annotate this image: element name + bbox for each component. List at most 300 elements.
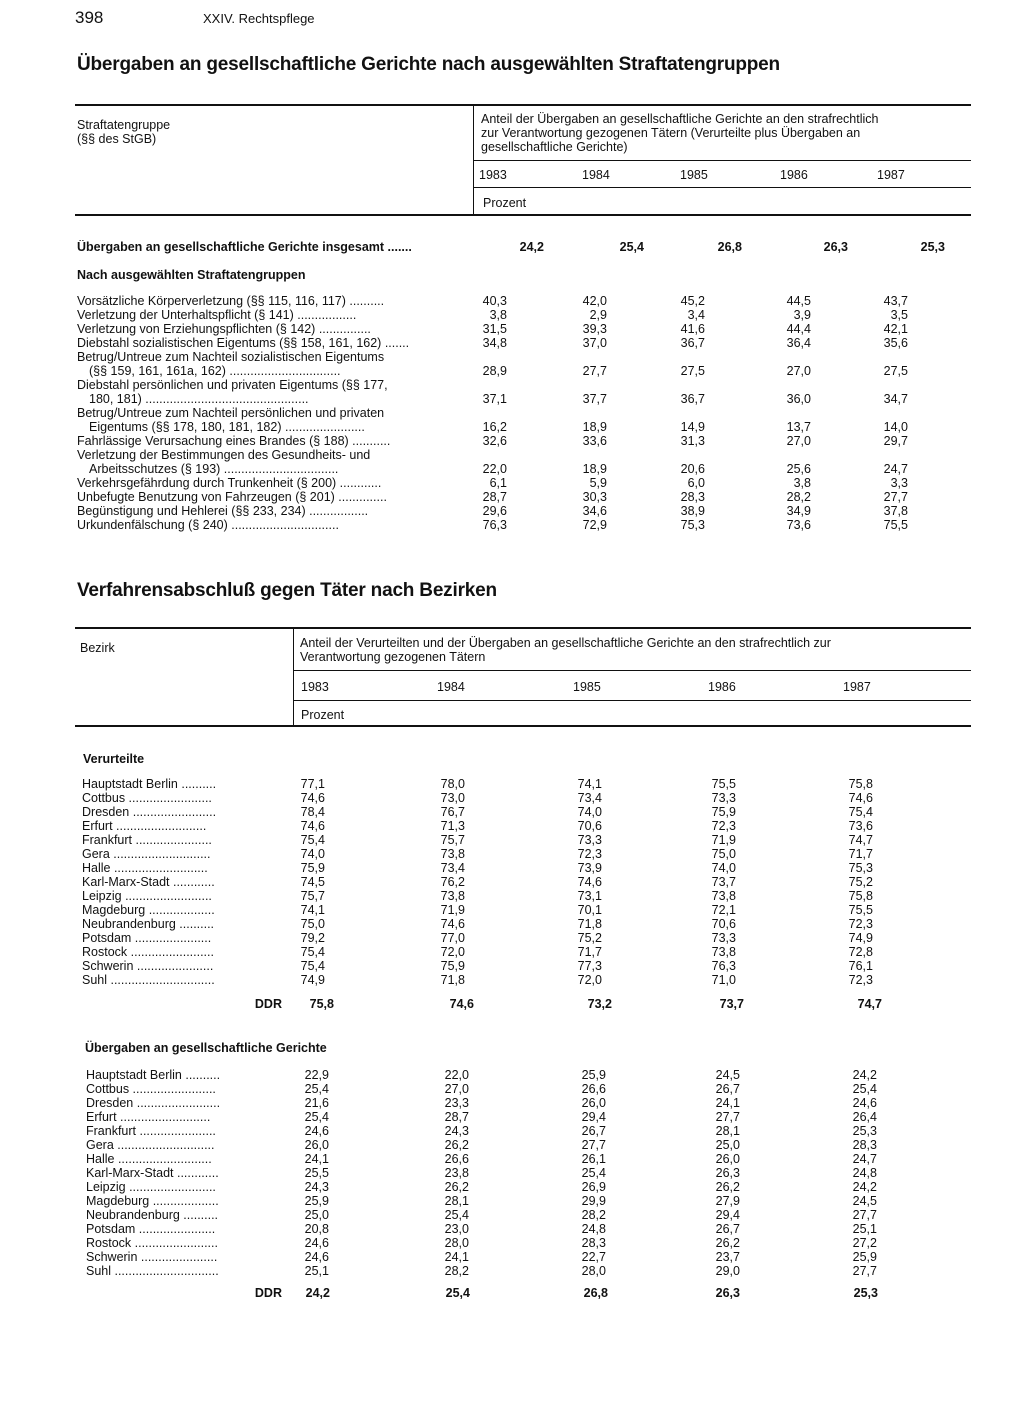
table1-header-line3: gesellschaftliche Gerichte) (481, 140, 628, 154)
cell-1987: 3,3 (890, 476, 908, 490)
table1-stub-line2: (§§ des StGB) (77, 132, 157, 146)
cell-1983: 75,9 (300, 861, 325, 875)
cell-1986: 26,3 (715, 1286, 740, 1300)
table1-row (77, 294, 997, 308)
cell-1985: 71,7 (577, 945, 602, 959)
table2-header-line2: Verantwortung gezogenen Tätern (300, 650, 486, 664)
cell-1987: 75,3 (848, 861, 873, 875)
cell-1987: 28,3 (852, 1138, 877, 1152)
cell-1985: 28,2 (581, 1208, 606, 1222)
table2-unit: Prozent (301, 708, 345, 722)
cell-1983: 21,6 (304, 1096, 329, 1110)
cell-1985: 72,0 (577, 973, 602, 987)
cell-1987: 24,5 (852, 1194, 877, 1208)
table2-section1-heading: Verurteilte (83, 752, 145, 766)
cell-1984: 76,2 (440, 875, 465, 889)
year-header: 1987 (877, 168, 905, 182)
cell-1983: 74,6 (300, 791, 325, 805)
cell-1983: 78,4 (300, 805, 325, 819)
cell-1985: 70,6 (577, 819, 602, 833)
cell-1985: 24,8 (581, 1222, 606, 1236)
table1-subheading: Nach ausgewählten Straftatengruppen (77, 268, 306, 282)
cell-1983: 28,9 (482, 364, 507, 378)
cell-1983: 26,0 (304, 1138, 329, 1152)
cell-1985: 73,1 (577, 889, 602, 903)
cell-1987: 73,6 (848, 819, 873, 833)
cell-1985: 27,7 (581, 1138, 606, 1152)
table2-uebergaben-total-row (82, 1286, 1002, 1300)
table2-verurteilte-row (82, 847, 1002, 861)
cell-1987: 25,1 (852, 1222, 877, 1236)
cell-1985: 72,3 (577, 847, 602, 861)
table1-header-bottom-rule (75, 214, 971, 216)
row-label: Neubrandenburg .......... (82, 917, 215, 931)
table1-total-1983: 24,2 (519, 240, 544, 254)
table2-uebergaben-row (86, 1180, 1006, 1194)
row-label: Erfurt .......................... (86, 1110, 211, 1124)
cell-1985: 73,3 (577, 833, 602, 847)
cell-1984: 74,6 (449, 997, 474, 1011)
cell-1987: 24,6 (852, 1096, 877, 1110)
cell-1985: 74,6 (577, 875, 602, 889)
cell-1986: 24,1 (715, 1096, 740, 1110)
cell-1985: 45,2 (680, 294, 705, 308)
cell-1986: 27,0 (786, 434, 811, 448)
table2-uebergaben-row (86, 1152, 1006, 1166)
year-header: 1983 (479, 168, 507, 182)
cell-1983: 74,9 (300, 973, 325, 987)
cell-1985: 70,1 (577, 903, 602, 917)
cell-1986: 71,9 (711, 833, 736, 847)
cell-1984: 73,0 (440, 791, 465, 805)
cell-1983: 16,2 (482, 420, 507, 434)
row-label: Suhl .............................. (86, 1264, 219, 1278)
row-label: Schwerin ...................... (86, 1250, 218, 1264)
cell-1984: 73,4 (440, 861, 465, 875)
cell-1986: 73,3 (711, 931, 736, 945)
cell-1983: 24,6 (304, 1236, 329, 1250)
cell-1984: 76,7 (440, 805, 465, 819)
year-header: 1984 (582, 168, 610, 182)
cell-1986: 26,7 (715, 1082, 740, 1096)
cell-1985: 74,1 (577, 777, 602, 791)
cell-1985: 26,9 (581, 1180, 606, 1194)
cell-1983: 25,9 (304, 1194, 329, 1208)
cell-1985: 73,9 (577, 861, 602, 875)
cell-1987: 27,7 (883, 490, 908, 504)
cell-1983: 22,9 (304, 1068, 329, 1082)
cell-1985: 73,4 (577, 791, 602, 805)
cell-1986: 73,6 (786, 518, 811, 532)
cell-1987: 75,2 (848, 875, 873, 889)
table1-row (77, 322, 997, 336)
row-label: Eigentums (§§ 178, 180, 181, 182) ....................... (89, 420, 365, 434)
cell-1986: 75,9 (711, 805, 736, 819)
cell-1985: 31,3 (680, 434, 705, 448)
table1-total-1986: 26,3 (823, 240, 848, 254)
row-label: Halle ........................... (86, 1152, 212, 1166)
cell-1983: 28,7 (482, 490, 507, 504)
year-header: 1987 (843, 680, 871, 694)
row-label: Dresden ........................ (82, 805, 217, 819)
cell-1984: 26,2 (444, 1180, 469, 1194)
row-label: Betrug/Untreue zum Nachteil sozialistischen Eigentums (77, 350, 385, 364)
cell-1986: 73,7 (719, 997, 744, 1011)
cell-1984: 2,9 (589, 308, 607, 322)
cell-1985: 75,3 (680, 518, 705, 532)
cell-1985: 28,3 (680, 490, 705, 504)
year-header: 1985 (680, 168, 708, 182)
table2-uebergaben-row (86, 1236, 1006, 1250)
cell-1985: 26,7 (581, 1124, 606, 1138)
cell-1983: 25,4 (304, 1110, 329, 1124)
table2-verurteilte-row (82, 777, 1002, 791)
cell-1987: 3,5 (890, 308, 908, 322)
table2-verurteilte-row (82, 791, 1002, 805)
cell-1984: 23,3 (444, 1096, 469, 1110)
cell-1985: 75,2 (577, 931, 602, 945)
table1-row (77, 434, 997, 448)
table1-row (77, 420, 997, 434)
cell-1984: 39,3 (582, 322, 607, 336)
row-label: Erfurt .......................... (82, 819, 207, 833)
cell-1985: 3,4 (687, 308, 705, 322)
table2-header-divider (293, 629, 294, 727)
cell-1984: 42,0 (582, 294, 607, 308)
year-header: 1985 (573, 680, 601, 694)
row-label: Verletzung von Erziehungspflichten (§ 142) ............... (77, 322, 371, 336)
row-label: Fahrlässige Verursachung eines Brandes (§ 188) ........... (77, 434, 391, 448)
cell-1986: 36,4 (786, 336, 811, 350)
cell-1986: 25,6 (786, 462, 811, 476)
cell-1987: 24,8 (852, 1166, 877, 1180)
cell-1985: 29,9 (581, 1194, 606, 1208)
cell-1983: 29,6 (482, 504, 507, 518)
cell-1984: 73,8 (440, 889, 465, 903)
cell-1987: 75,4 (848, 805, 873, 819)
cell-1985: 41,6 (680, 322, 705, 336)
cell-1987: 75,8 (848, 777, 873, 791)
year-header: 1984 (437, 680, 465, 694)
cell-1984: 72,9 (582, 518, 607, 532)
cell-1983: 3,8 (489, 308, 507, 322)
cell-1986: 29,4 (715, 1208, 740, 1222)
table1-row (77, 364, 997, 378)
cell-1983: 32,6 (482, 434, 507, 448)
cell-1987: 27,5 (883, 364, 908, 378)
cell-1984: 5,9 (589, 476, 607, 490)
cell-1983: 77,1 (300, 777, 325, 791)
row-label: Leipzig ......................... (86, 1180, 216, 1194)
cell-1984: 78,0 (440, 777, 465, 791)
cell-1984: 28,7 (444, 1110, 469, 1124)
cell-1985: 26,1 (581, 1152, 606, 1166)
cell-1983: 24,1 (304, 1152, 329, 1166)
row-label: Neubrandenburg .......... (86, 1208, 219, 1222)
row-label: Gera ............................ (86, 1138, 215, 1152)
cell-1984: 24,1 (444, 1250, 469, 1264)
cell-1983: 25,0 (304, 1208, 329, 1222)
cell-1986: 34,9 (786, 504, 811, 518)
table2-uebergaben-row (86, 1124, 1006, 1138)
cell-1984: 37,0 (582, 336, 607, 350)
cell-1983: 6,1 (489, 476, 507, 490)
cell-1986: 26,2 (715, 1180, 740, 1194)
cell-1983: 24,6 (304, 1250, 329, 1264)
cell-1987: 72,3 (848, 973, 873, 987)
cell-1983: 25,5 (304, 1166, 329, 1180)
cell-1987: 24,7 (852, 1152, 877, 1166)
row-label: Verletzung der Bestimmungen des Gesundheits- und (77, 448, 371, 462)
table2-uebergaben-row (86, 1110, 1006, 1124)
table2-uebergaben-row (86, 1138, 1006, 1152)
table1-total-label: Übergaben an gesellschaftliche Gerichte insgesamt ....... (77, 240, 412, 254)
cell-1984: 33,6 (582, 434, 607, 448)
cell-1985: 25,9 (581, 1068, 606, 1082)
cell-1984: 30,3 (582, 490, 607, 504)
cell-1985: 26,6 (581, 1082, 606, 1096)
row-label: DDR (254, 1286, 282, 1300)
cell-1986: 3,8 (793, 476, 811, 490)
table1-unit-rule (474, 187, 971, 188)
table2-uebergaben-row (86, 1208, 1006, 1222)
cell-1986: 27,0 (786, 364, 811, 378)
cell-1985: 6,0 (687, 476, 705, 490)
cell-1984: 34,6 (582, 504, 607, 518)
table1-row (77, 448, 997, 462)
year-header: 1986 (780, 168, 808, 182)
cell-1987: 25,4 (852, 1082, 877, 1096)
cell-1985: 27,5 (680, 364, 705, 378)
row-label: Suhl .............................. (82, 973, 215, 987)
cell-1983: 74,0 (300, 847, 325, 861)
table2-verurteilte-row (82, 973, 1002, 987)
cell-1983: 40,3 (482, 294, 507, 308)
cell-1986: 75,0 (711, 847, 736, 861)
cell-1983: 31,5 (482, 322, 507, 336)
table2-unit-rule (294, 700, 971, 701)
cell-1985: 77,3 (577, 959, 602, 973)
cell-1986: 71,0 (711, 973, 736, 987)
row-label: Frankfurt ...................... (82, 833, 212, 847)
cell-1987: 71,7 (848, 847, 873, 861)
table1-header-line1: Anteil der Übergaben an gesellschaftliche Gerichte an den strafrechtlich (481, 112, 879, 126)
table1-row (77, 462, 997, 476)
row-label: Schwerin ...................... (82, 959, 214, 973)
cell-1985: 26,8 (583, 1286, 608, 1300)
cell-1984: 28,1 (444, 1194, 469, 1208)
cell-1986: 25,0 (715, 1138, 740, 1152)
cell-1987: 26,4 (852, 1110, 877, 1124)
table2-uebergaben-row (86, 1082, 1006, 1096)
cell-1985: 74,0 (577, 805, 602, 819)
cell-1984: 72,0 (440, 945, 465, 959)
cell-1986: 75,5 (711, 777, 736, 791)
cell-1987: 76,1 (848, 959, 873, 973)
table1-row (77, 392, 997, 406)
cell-1984: 28,0 (444, 1236, 469, 1250)
cell-1983: 25,4 (304, 1082, 329, 1096)
cell-1984: 27,7 (582, 364, 607, 378)
year-header: 1983 (301, 680, 329, 694)
cell-1983: 20,8 (304, 1222, 329, 1236)
table2-header-line1: Anteil der Verurteilten und der Übergaben an gesellschaftliche Gerichte an den strafrechtlich zur (300, 636, 831, 650)
cell-1987: 25,9 (852, 1250, 877, 1264)
row-label: Rostock ........................ (82, 945, 214, 959)
table2-verurteilte-row (82, 917, 1002, 931)
cell-1986: 24,5 (715, 1068, 740, 1082)
table1-row (77, 378, 997, 392)
cell-1983: 34,8 (482, 336, 507, 350)
cell-1983: 24,3 (304, 1180, 329, 1194)
table1-total-1985: 26,8 (717, 240, 742, 254)
cell-1986: 26,0 (715, 1152, 740, 1166)
cell-1983: 75,4 (300, 945, 325, 959)
cell-1986: 74,0 (711, 861, 736, 875)
cell-1985: 29,4 (581, 1110, 606, 1124)
cell-1986: 27,9 (715, 1194, 740, 1208)
cell-1983: 75,7 (300, 889, 325, 903)
table1-total-row (77, 240, 977, 254)
cell-1986: 70,6 (711, 917, 736, 931)
cell-1984: 74,6 (440, 917, 465, 931)
cell-1987: 74,7 (857, 997, 882, 1011)
row-label: Begünstigung und Hehlerei (§§ 233, 234) ................. (77, 504, 369, 518)
cell-1983: 76,3 (482, 518, 507, 532)
table2-verurteilte-row (82, 931, 1002, 945)
row-label: Karl-Marx-Stadt ............ (82, 875, 215, 889)
table1-row (77, 336, 997, 350)
table2-top-rule (75, 627, 971, 629)
cell-1984: 71,8 (440, 973, 465, 987)
row-label: Verletzung der Unterhaltspflicht (§ 141) ................. (77, 308, 357, 322)
cell-1987: 72,3 (848, 917, 873, 931)
row-label: (§§ 159, 161, 161a, 162) ................................ (89, 364, 341, 378)
table2-verurteilte-row (82, 945, 1002, 959)
cell-1987: 27,2 (852, 1236, 877, 1250)
cell-1985: 26,0 (581, 1096, 606, 1110)
table2-uebergaben-row (86, 1264, 1006, 1278)
table2-verurteilte-row (82, 903, 1002, 917)
cell-1986: 27,7 (715, 1110, 740, 1124)
row-label: Hauptstadt Berlin .......... (82, 777, 217, 791)
table1-stub-line1: Straftatengruppe (77, 118, 171, 132)
cell-1986: 36,0 (786, 392, 811, 406)
row-label: Magdeburg ................... (86, 1194, 219, 1208)
cell-1984: 37,7 (582, 392, 607, 406)
cell-1984: 73,8 (440, 847, 465, 861)
table1-total-1984: 25,4 (619, 240, 644, 254)
cell-1987: 74,6 (848, 791, 873, 805)
cell-1983: 75,4 (300, 833, 325, 847)
cell-1983: 74,5 (300, 875, 325, 889)
cell-1984: 27,0 (444, 1082, 469, 1096)
row-label: Frankfurt ...................... (86, 1124, 216, 1138)
cell-1986: 73,7 (711, 875, 736, 889)
cell-1985: 38,9 (680, 504, 705, 518)
cell-1984: 77,0 (440, 931, 465, 945)
cell-1986: 44,4 (786, 322, 811, 336)
table1-total-1987: 25,3 (920, 240, 945, 254)
cell-1983: 75,8 (309, 997, 334, 1011)
table1-title: Übergaben an gesellschaftliche Gerichte nach ausgewählten Straftatengruppen (77, 54, 780, 75)
cell-1987: 75,5 (883, 518, 908, 532)
cell-1987: 75,5 (848, 903, 873, 917)
cell-1987: 14,0 (883, 420, 908, 434)
cell-1985: 20,6 (680, 462, 705, 476)
cell-1984: 71,9 (440, 903, 465, 917)
cell-1985: 36,7 (680, 392, 705, 406)
table2-verurteilte-row (82, 959, 1002, 973)
row-label: Arbeitsschutzes (§ 193) ................................. (89, 462, 339, 476)
cell-1983: 75,4 (300, 959, 325, 973)
cell-1984: 26,6 (444, 1152, 469, 1166)
cell-1986: 44,5 (786, 294, 811, 308)
cell-1985: 14,9 (680, 420, 705, 434)
cell-1984: 18,9 (582, 462, 607, 476)
table2-years-rule (294, 670, 971, 671)
row-label: Halle ........................... (82, 861, 208, 875)
cell-1983: 24,6 (304, 1124, 329, 1138)
table1-row (77, 504, 997, 518)
row-label: Leipzig ......................... (82, 889, 212, 903)
cell-1985: 22,7 (581, 1250, 606, 1264)
table2-uebergaben-row (86, 1068, 1006, 1082)
cell-1985: 28,0 (581, 1264, 606, 1278)
row-label: Potsdam ...................... (82, 931, 212, 945)
cell-1983: 79,2 (300, 931, 325, 945)
table1-unit: Prozent (483, 196, 527, 210)
cell-1986: 28,1 (715, 1124, 740, 1138)
cell-1987: 74,7 (848, 833, 873, 847)
row-label: Cottbus ........................ (86, 1082, 216, 1096)
cell-1986: 29,0 (715, 1264, 740, 1278)
table1-years-rule (474, 160, 971, 161)
table1-header-divider (473, 106, 474, 216)
cell-1984: 23,0 (444, 1222, 469, 1236)
row-label: Gera ............................ (82, 847, 211, 861)
cell-1985: 73,2 (587, 997, 612, 1011)
cell-1986: 26,7 (715, 1222, 740, 1236)
table1-top-rule (75, 104, 971, 106)
table2-section2-heading: Übergaben an gesellschaftliche Gerichte (85, 1041, 327, 1055)
table2-verurteilte-row (82, 833, 1002, 847)
cell-1987: 27,7 (852, 1264, 877, 1278)
cell-1987: 25,3 (852, 1124, 877, 1138)
row-label: Urkundenfälschung (§ 240) ............................... (77, 518, 339, 532)
cell-1984: 26,2 (444, 1138, 469, 1152)
table2-stub: Bezirk (80, 641, 115, 655)
cell-1985: 28,3 (581, 1236, 606, 1250)
table1-row (77, 350, 997, 364)
cell-1984: 75,9 (440, 959, 465, 973)
table2-uebergaben-row (86, 1096, 1006, 1110)
cell-1987: 34,7 (883, 392, 908, 406)
cell-1983: 22,0 (482, 462, 507, 476)
cell-1983: 74,1 (300, 903, 325, 917)
cell-1987: 42,1 (883, 322, 908, 336)
table2-title: Verfahrensabschluß gegen Täter nach Bezirken (77, 580, 497, 601)
row-label: 180, 181) ............................................... (89, 392, 309, 406)
row-label: Dresden ........................ (86, 1096, 221, 1110)
cell-1984: 71,3 (440, 819, 465, 833)
table2-verurteilte-row (82, 889, 1002, 903)
cell-1984: 22,0 (444, 1068, 469, 1082)
table2-verurteilte-row (82, 805, 1002, 819)
cell-1984: 75,7 (440, 833, 465, 847)
table2-uebergaben-row (86, 1194, 1006, 1208)
table1-header-line2: zur Verantwortung gezogenen Tätern (Verurteilte plus Übergaben an (481, 126, 861, 140)
